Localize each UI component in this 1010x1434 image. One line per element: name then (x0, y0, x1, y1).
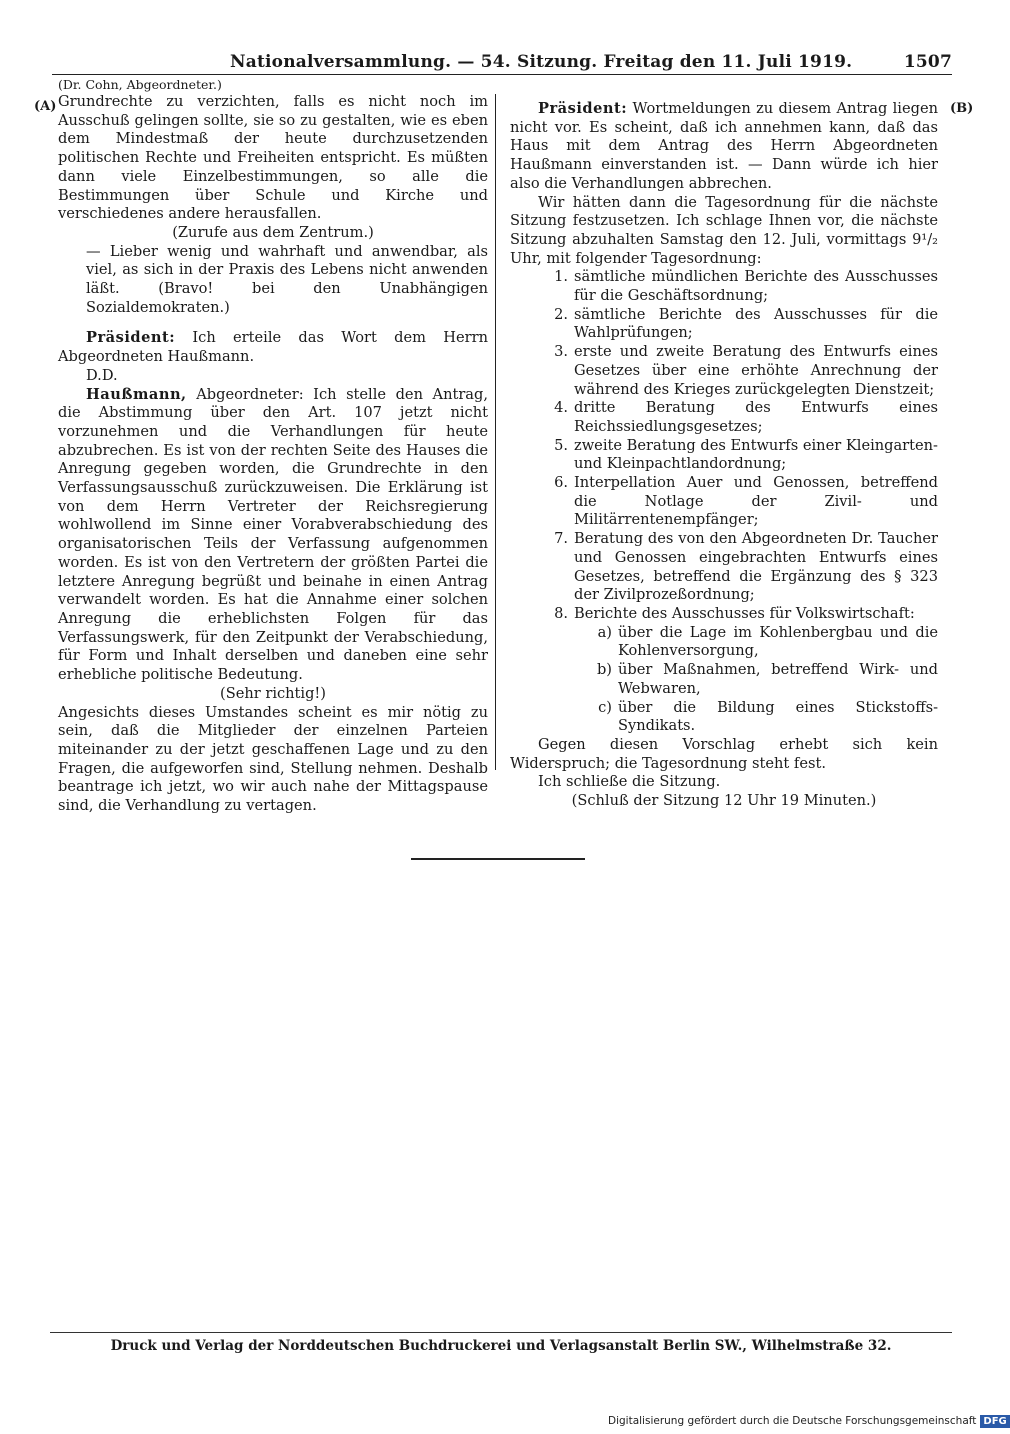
agenda-item (510, 530, 938, 605)
credit-text: Digitalisierung gefördert durch die Deutsche Forschungsgemeinschaft (608, 1415, 977, 1427)
page-header (52, 50, 952, 74)
agenda-subitem (510, 699, 938, 736)
page-header-title: Nationalversammlung. — 54. Sitzung. Freitag den 11. Juli 1919. (230, 52, 853, 72)
speech-text: Ich erteile das Wort dem Herrn Abgeordneten Haußmann. (58, 329, 488, 366)
agenda-text: dritte Beratung des Entwurfs eines Reichssiedlungsgesetzes; (574, 399, 938, 435)
paragraph: Wir hätten dann die Tagesordnung für die nächste Sitzung festzusetzen. Ich schlage Ihnen vor, die nächste Sitzung abzuhalten Samstag den 12. Juli, vormittags 9¹/₂ Uhr, mit folgender Tagesordnung: (510, 193, 938, 267)
agenda-list (510, 268, 938, 623)
agenda-text: sämtliche Berichte des Ausschusses für die Wahlprüfungen; (574, 305, 938, 342)
subitem-label: c) (598, 698, 612, 716)
footer-rule (50, 1332, 952, 1333)
agenda-number: 3. (554, 343, 568, 361)
paragraph: Ich schließe die Sitzung. (538, 773, 721, 791)
paragraph: — Lieber wenig und wahrhaft und anwendbar, als viel, as sich in der Praxis des Lebens nicht anwenden läßt. (Bravo! bei den Unabhängigen Sozialdemokraten.) (86, 242, 488, 316)
paragraph (58, 329, 488, 366)
speaker-name: Präsident: (86, 329, 176, 347)
agenda-text: Beratung des von den Abgeordneten Dr. Taucher und Genossen eingebrachten Entwurfs eines Gesetzes, betreffend die Ergänzung des § 323 der Zivilprozeßordnung; (574, 530, 938, 604)
agenda-item (510, 437, 938, 474)
agenda-item (510, 605, 938, 624)
speech-text: Abgeordneter: Ich stelle den Antrag, die Abstimmung über den Art. 107 jetzt nicht vorzunehmen und die Verhandlungen für heute abzubrechen. Es ist von der rechten Seite des Hauses die Anregung gegeben worden, die Grundrechte in den Verfassungsausschuß zurückzuweisen. Die Erklärung ist von dem Herrn Vertreter der Reichsregierung wohlwollend im Sinne einer Vorabverabschiedung des organisatorischen Teils der Verfassung aufgenommen worden. Es ist von den Vertretern der größten Partei die letztere Anregung begrüßt und beinahe in einen Antrag verwandelt worden. Es hat die Annahme einer solchen Anregung die erheblichsten Folgen für das Verfassungswerk, für den Zeitpunkt der Verabschiedung, für Form und Inhalt derselben und daneben eine sehr erhebliche politische Bedeutung. (58, 385, 488, 684)
paragraph (58, 386, 488, 685)
session-closing: (Schluß der Sitzung 12 Uhr 19 Minuten.) (571, 792, 877, 810)
agenda-sublist (510, 624, 938, 736)
end-rule (411, 858, 585, 860)
agenda-text: sämtliche mündlichen Berichte des Ausschusses für die Geschäftsordnung; (574, 268, 938, 305)
subitem-text: über die Bildung eines Stickstoffs-Syndikats. (618, 698, 938, 735)
dfg-logo-icon: DFG (980, 1415, 1009, 1428)
speech-text: Wortmeldungen zu diesem Antrag liegen nicht vor. Es scheint, daß ich annehmen kann, daß das Haus mit dem Antrag des Herrn Abgeordneten Haußmann einverstanden ist. — Dann würde ich hier also die Verhandlungen abbrechen. (510, 100, 938, 192)
agenda-text: zweite Beratung des Entwurfs einer Kleingarten- und Kleinpachtlandordnung; (574, 436, 938, 473)
margin-mark-b: (B) (950, 101, 974, 116)
agenda-item (510, 306, 938, 343)
agenda-number: 8. (554, 604, 568, 622)
right-column (510, 100, 938, 811)
paragraph (510, 100, 938, 194)
paragraph: Gegen diesen Vorschlag erhebt sich kein Widerspruch; die Tagesordnung steht fest. (510, 735, 938, 772)
printer-imprint: Druck und Verlag der Norddeutschen Buchdruckerei und Verlagsanstalt Berlin SW., Wilhelmstraße 32. (110, 1338, 892, 1354)
page-number: 1507 (903, 52, 952, 72)
subitem-label: b) (596, 661, 612, 679)
agenda-text: erste und zweite Beratung des Entwurfs eines Gesetzes über eine erhöhte Anrechnung der während des Krieges zurückgelegten Dienstzeit; (574, 343, 938, 398)
speaker-continuation: (Dr. Cohn, Abgeordneter.) (58, 77, 222, 92)
digitization-credit (608, 1412, 1010, 1430)
agenda-text: Berichte des Ausschusses für Volkswirtschaft: (574, 604, 915, 622)
agenda-number: 6. (554, 474, 568, 492)
paragraph: Grundrechte zu verzichten, falls es nicht noch im Ausschuß gelingen sollte, sie so zu gestalten, wie es eben dem Mindestmaß der heute durchzusetzenden politischen Rechte und Freiheiten entspricht. Es müßten dann viele Einzelbestimmungen, so alle die Bestimmungen über Schule und Kirche und verschiedenes andere herausfallen. (58, 93, 488, 223)
subitem-label: a) (597, 623, 612, 641)
agenda-item (510, 474, 938, 530)
speaker-name: Präsident: (538, 100, 628, 117)
agenda-subitem (510, 661, 938, 698)
header-rule (52, 74, 952, 75)
margin-mark-a: (A) (34, 99, 57, 114)
agenda-number: 1. (554, 268, 568, 286)
agenda-number: 4. (554, 399, 568, 417)
left-column (58, 76, 488, 816)
spacer (58, 317, 488, 329)
agenda-item (510, 399, 938, 436)
agenda-number: 2. (554, 305, 568, 323)
agenda-subitem (510, 624, 938, 661)
agenda-number: 7. (554, 530, 568, 548)
agenda-item (510, 343, 938, 399)
interjection: (Zurufe aus dem Zentrum.) (172, 223, 374, 241)
speaker-name: Haußmann, (86, 385, 187, 403)
agenda-item (510, 268, 938, 305)
column-divider (495, 94, 496, 770)
handwritten-note: D.D. (86, 366, 118, 384)
paragraph: Angesichts dieses Umstandes scheint es mir nötig zu sein, daß die Mitglieder der einzelnen Parteien miteinander zu der jetzt geschaffenen Lage und zu den Fragen, die aufgeworfen sind, Stellung nehmen. Deshalb beantrage ich jetzt, wo wir auch nahe der Mittagspause sind, die Verhandlung zu vertagen. (58, 703, 488, 815)
agenda-number: 5. (554, 436, 568, 454)
interjection: (Sehr richtig!) (220, 684, 326, 702)
agenda-text: Interpellation Auer und Genossen, betreffend die Notlage der Zivil- und Militärrentenempfänger; (574, 474, 938, 529)
subitem-text: über die Lage im Kohlenbergbau und die Kohlenversorgung, (618, 623, 938, 660)
subitem-text: über Maßnahmen, betreffend Wirk- und Webwaren, (618, 661, 938, 697)
